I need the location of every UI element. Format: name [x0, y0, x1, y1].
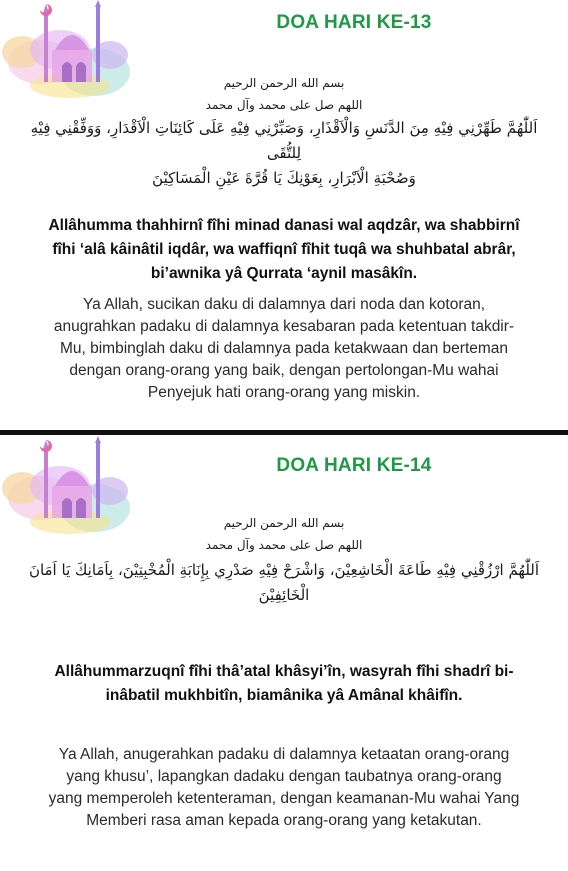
transliteration [20, 660, 548, 708]
doa-title: DOA HARI KE-14 [276, 455, 432, 476]
translation-line: Mu, bimbinglah daku di dalamnya pada ketakwaan dan berteman [59, 340, 509, 357]
transliteration-line: inâbatil mukhbitîn, biamânika yâ Amânal khâifîn. [105, 687, 463, 704]
salawat: اللهم صل على محمد وآل محمد [205, 538, 363, 552]
translation-line: yang memperoleh ketenteraman, dengan keamanan-Mu wahai Yang [48, 790, 520, 807]
transliteration-line: Allâhummarzuqnî fîhi thâ’atal khâsyi’în, wasyrah fîhi shadrî bi- [54, 663, 514, 680]
salawat: اللهم صل على محمد وآل محمد [205, 98, 363, 112]
arabic-prayer-line: الْخَائِفِيْنَ [258, 586, 310, 604]
arabic-prayer-line: اَللّٰهُمَّ طَهِّرْنِي فِيْهِ مِنَ الدَّنَسِ وَالْاَقْذَارِ، وَصَبِّرْنِي فِيْهِ عَلَى كَائِنَاتِ الْاَقْدَارِ، وَوَفِّقْنِي فِيْهِ لِلتُّقَى [30, 119, 538, 162]
translation [18, 294, 550, 404]
translation-line: anugrahkan padaku di dalamnya kesabaran pada ketentuan takdir- [53, 318, 515, 335]
basmalah: بسم الله الرحمن الرحيم [223, 76, 345, 90]
transliteration-line: fîhi ‘alâ kâinâtil iqdâr, wa waffiqnî fîhit tuqâ wa shuhbatal abrâr, [52, 241, 516, 258]
translation-line: Penyejuk hati orang-orang yang miskin. [147, 384, 421, 401]
translation [18, 744, 550, 832]
transliteration [20, 214, 548, 286]
doa-section-day-13 [0, 0, 568, 430]
transliteration-line: Allâhumma thahhirnî fîhi minad danasi wal aqdzâr, wa shabbirnî [48, 217, 520, 234]
arabic-prayer-line: وَصُحْبَةِ الْاَبْرَارِ، بِعَوْنِكَ يَا قُرَّةَ عَيْنِ الْمَسَاكِيْنَ [152, 169, 416, 187]
basmalah: بسم الله الرحمن الرحيم [223, 516, 345, 530]
translation-line: Ya Allah, sucikan daku di dalamnya dari noda dan kotoran, [82, 296, 486, 313]
section-divider [0, 430, 568, 435]
arabic-prayer [0, 116, 568, 191]
translation-line: yang khusu’, lapangkan dadaku dengan taubatnya orang-orang [66, 768, 502, 785]
arabic-prayer [0, 558, 568, 608]
doa-section-day-14 [0, 436, 568, 871]
translation-line: Memberi rasa aman kepada orang-orang yang ketakutan. [86, 812, 482, 829]
transliteration-line: bi’awnika yâ Qurrata ‘aynil masâkîn. [150, 265, 418, 282]
doa-title: DOA HARI KE-13 [276, 12, 432, 33]
translation-line: dengan orang-orang yang baik, dengan pertolongan-Mu wahai [69, 362, 499, 379]
translation-line: Ya Allah, anugerahkan padaku di dalamnya ketaatan orang-orang [58, 746, 510, 763]
arabic-prayer-line: اَللّٰهُمَّ ارْزُقْنِي فِيْهِ طَاعَةَ الْخَاشِعِيْنَ، وَاشْرَحْ فِيْهِ صَدْرِي بِإِنَابَةِ الْمُخْبِتِيْنَ، بِاَمَانِكَ يَا اَمَانَ [28, 561, 540, 579]
